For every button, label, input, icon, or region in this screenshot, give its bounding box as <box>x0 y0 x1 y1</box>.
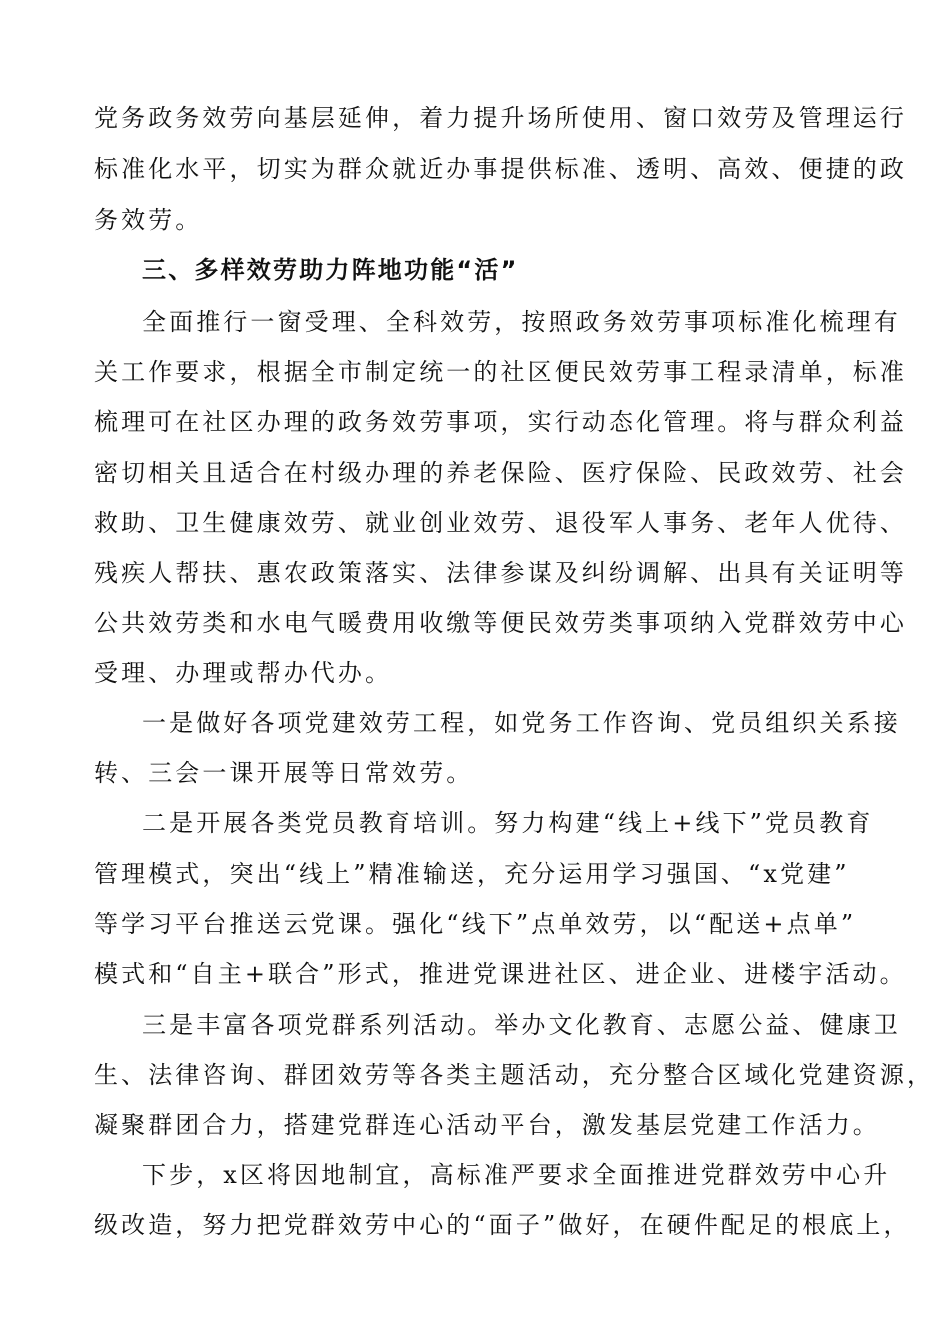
paragraph-4-line-2: 管理模式，突出“线上”精准输送，充分运用学习强国、“x党建” <box>94 860 850 888</box>
section-heading-3: 三、多样效劳助力阵地功能“活” <box>142 256 519 284</box>
paragraph-3-line-1: 一是做好各项党建效劳工程，如党务工作咨询、党员组织关系接 <box>142 709 901 737</box>
paragraph-2-line-5: 救助、卫生健康效劳、就业创业效劳、退役军人事务、老年人优待、 <box>94 509 907 537</box>
paragraph-4-line-3: 等学习平台推送云党课。强化“线下”点单效劳，以“配送+点单” <box>94 910 857 938</box>
paragraph-2-line-4: 密切相关且适合在村级办理的养老保险、医疗保险、民政效劳、社会 <box>94 459 907 487</box>
paragraph-5-line-2: 生、法律咨询、群团效劳等各类主题活动，充分整合区域化党建资源， <box>94 1061 935 1089</box>
paragraph-2-line-8: 受理、办理或帮办代办。 <box>94 659 393 687</box>
paragraph-5-line-1: 三是丰富各项党群系列活动。举办文化教育、志愿公益、健康卫 <box>142 1011 901 1039</box>
paragraph-3-line-2: 转、三会一课开展等日常效劳。 <box>94 759 474 787</box>
paragraph-5-line-3: 凝聚群团合力，搭建党群连心活动平台，激发基层党建工作活力。 <box>94 1111 880 1139</box>
paragraph-2-line-7: 公共效劳类和水电气暖费用收缴等便民效劳类事项纳入党群效劳中心 <box>94 609 907 637</box>
paragraph-2-line-1: 全面推行一窗受理、全科效劳，按照政务效劳事项标准化梳理有 <box>142 308 901 336</box>
paragraph-2-line-6: 残疾人帮扶、惠农政策落实、法律参谋及纠纷调解、出具有关证明等 <box>94 559 907 587</box>
paragraph-6-line-2: 级改造，努力把党群效劳中心的“面子”做好，在硬件配足的根底上， <box>94 1211 911 1239</box>
paragraph-2-line-3: 梳理可在社区办理的政务效劳事项，实行动态化管理。将与群众利益 <box>94 408 907 436</box>
paragraph-2-line-2: 关工作要求，根据全市制定统一的社区便民效劳事工程录清单，标准 <box>94 358 907 386</box>
paragraph-1-line-2: 标准化水平，切实为群众就近办事提供标准、透明、高效、便捷的政 <box>94 155 907 183</box>
paragraph-6-line-1: 下步，x区将因地制宜，高标准严要求全面推进党群效劳中心升 <box>142 1161 891 1189</box>
paragraph-1-line-3: 务效劳。 <box>94 206 203 234</box>
paragraph-1-line-1: 党务政务效劳向基层延伸，着力提升场所使用、窗口效劳及管理运行 <box>94 104 907 132</box>
paragraph-4-line-1: 二是开展各类党员教育培训。努力构建“线上+线下”党员教育 <box>142 809 874 837</box>
paragraph-4-line-4: 模式和“自主+联合”形式，推进党课进社区、进企业、进楼宇活动。 <box>94 960 907 988</box>
